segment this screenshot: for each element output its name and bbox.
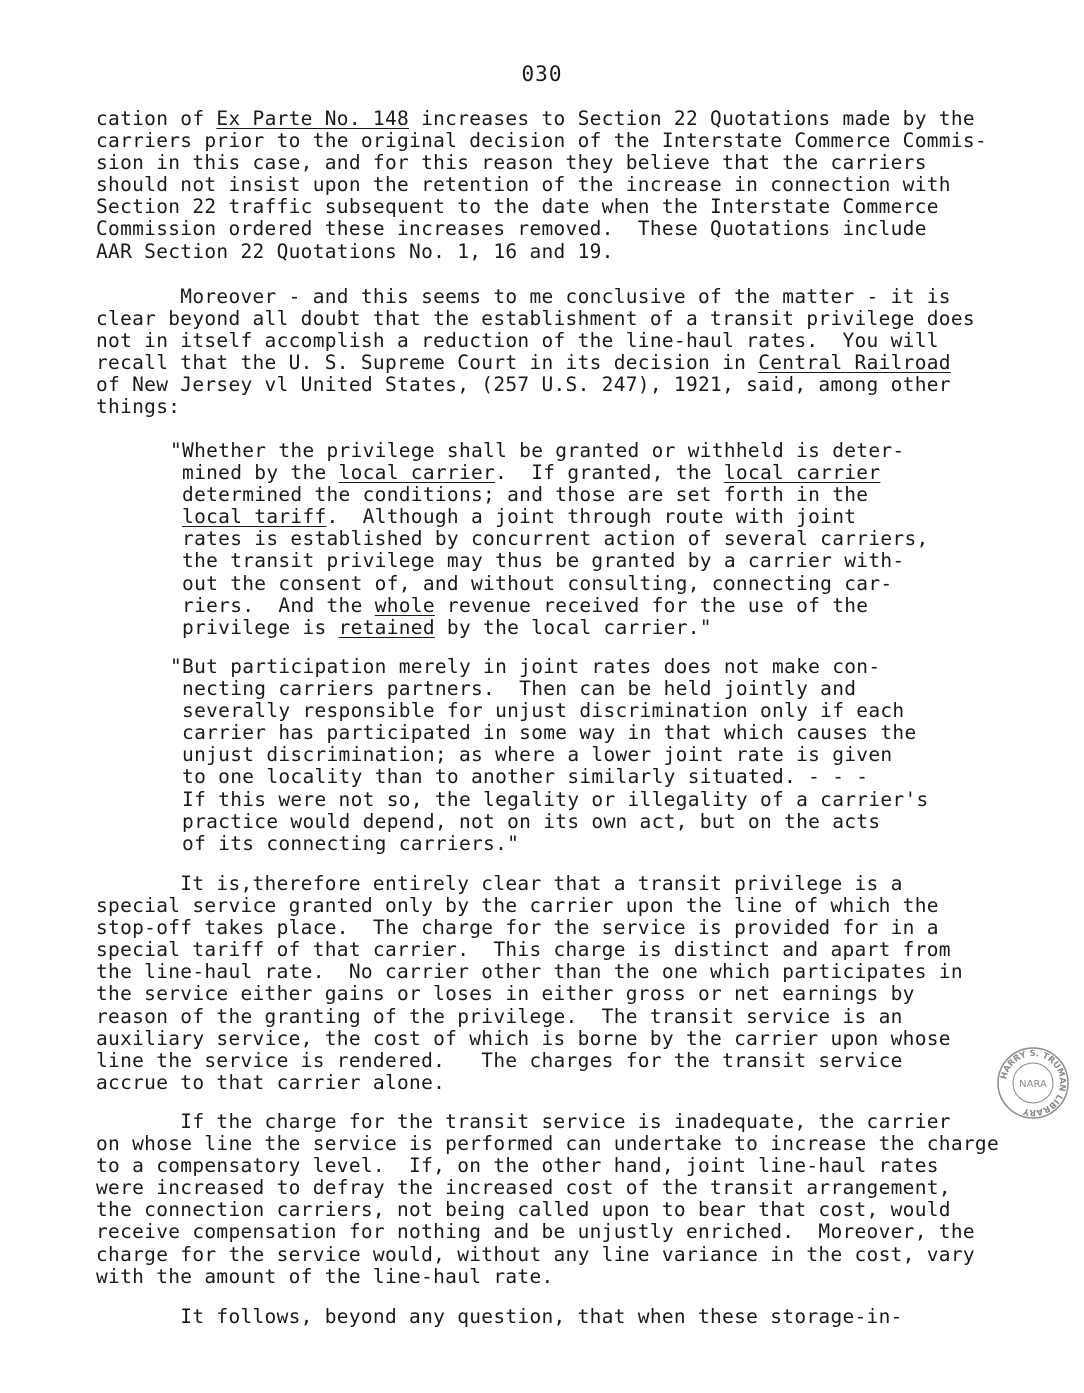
underlined-text: retained	[338, 615, 435, 639]
text-line	[170, 811, 929, 833]
text-line	[96, 983, 963, 1005]
text-segment: should not insist upon the retention of the increase in connection with	[96, 173, 951, 197]
text-line	[96, 1111, 999, 1133]
text-segment: . If granted, the	[495, 461, 724, 485]
text-line	[170, 744, 929, 766]
text-segment: charge for the service would, without any line variance in the cost, vary	[96, 1242, 975, 1266]
text-line	[170, 440, 929, 462]
text-segment: AAR Section 22 Quotations No. 1, 16 and 19.	[96, 239, 614, 263]
text-line	[96, 130, 987, 152]
text-line	[170, 656, 929, 678]
paragraph-it-follows	[96, 1306, 903, 1328]
text-segment: the transit privilege may thus be granted by a carrier with-	[170, 549, 905, 573]
text-segment: Section 22 traffic subsequent to the date when the Interstate Commerce	[96, 195, 939, 219]
text-segment: of New Jersey vl United States, (257 U.S. 247), 1921, said, among other	[96, 373, 951, 397]
text-segment: If the charge for the transit service is inadequate, the carrier	[96, 1110, 951, 1133]
text-segment: to one locality than to another similarly situated. - - -	[170, 765, 869, 789]
text-line	[96, 895, 963, 917]
text-segment: stop-off takes place. The charge for the service is provided for in a	[96, 916, 939, 940]
text-segment: not in itself accomplish a reduction of the line-haul rates. You will	[96, 329, 939, 353]
text-segment: receive compensation for nothing and be unjustly enriched. Moreover, the	[96, 1220, 975, 1244]
text-segment: of its connecting carriers."	[170, 831, 520, 855]
text-line	[96, 873, 963, 895]
text-segment	[170, 505, 182, 528]
text-line	[96, 196, 987, 218]
text-line	[96, 286, 975, 308]
text-segment: with the amount of the line-haul rate.	[96, 1264, 554, 1288]
text-segment: out the consent of, and without consulting, connecting car-	[170, 571, 893, 595]
text-segment: It is,therefore entirely clear that a transit privilege is a	[96, 872, 903, 895]
text-segment: special tariff of that carrier. This charge is distinct and apart from	[96, 938, 951, 962]
text-line	[96, 308, 975, 330]
text-line	[170, 617, 929, 639]
text-line	[96, 396, 975, 418]
paragraph-charge-inadequate	[96, 1111, 999, 1288]
text-segment: the service either gains or loses in either gross or net earnings by	[96, 982, 915, 1006]
text-segment: unjust discrimination; as where a lower joint rate is given	[170, 743, 893, 767]
text-segment: carriers prior to the original decision of the Interstate Commerce Commis-	[96, 129, 987, 153]
text-segment: cation of	[96, 107, 217, 130]
text-segment: auxiliary service, the cost of which is borne by the carrier upon whose	[96, 1026, 951, 1050]
text-line	[96, 152, 987, 174]
text-line	[96, 1028, 963, 1050]
text-line	[96, 917, 963, 939]
text-segment: Moreover - and this seems to me conclusive of the matter - it is	[96, 285, 951, 308]
text-line	[96, 1155, 999, 1177]
text-line	[170, 722, 929, 744]
text-line	[96, 1306, 903, 1328]
text-segment: "Whether the privilege shall be granted or withheld is deter-	[170, 439, 905, 462]
underlined-text: Central Railroad	[758, 351, 951, 375]
text-segment: carrier has participated in some way in that which causes the	[170, 721, 917, 745]
text-line	[170, 484, 929, 506]
stamp-ring-text: HARRY S. TRUMAN LIBRARY	[999, 1048, 1068, 1118]
text-segment: It follows, beyond any question, that when these storage-in-	[96, 1305, 903, 1328]
text-segment: the connection carriers, not being called upon to bear that cost, would	[96, 1198, 951, 1222]
archive-stamp-icon	[996, 1046, 1070, 1120]
underlined-text: local carrier	[723, 461, 881, 485]
underlined-text: local carrier	[338, 461, 496, 485]
text-segment: If this were not so, the legality or illegality of a carrier's	[170, 787, 929, 811]
paragraph-ex-parte	[96, 108, 987, 263]
text-line	[96, 1266, 999, 1288]
text-segment: severally responsible for unjust discrimination only if each	[170, 699, 905, 723]
text-line	[96, 1133, 999, 1155]
text-line	[170, 595, 929, 617]
text-segment: . Although a joint through route with joint	[326, 505, 857, 529]
text-segment: were increased to defray the increased cost of the transit arrangement,	[96, 1176, 951, 1200]
text-line	[170, 573, 929, 595]
text-line	[170, 833, 929, 855]
text-line	[170, 506, 929, 528]
text-segment: by the local carrier."	[434, 615, 712, 639]
text-line	[170, 700, 929, 722]
text-line	[170, 789, 929, 811]
text-segment: Commission ordered these increases removed. These Quotations include	[96, 217, 927, 241]
text-segment: things:	[96, 395, 181, 419]
text-segment: the line-haul rate. No carrier other than the one which participates in	[96, 960, 963, 984]
text-line	[96, 374, 975, 396]
text-segment: accrue to that carrier alone.	[96, 1070, 446, 1094]
text-segment: reason of the granting of the privilege. The transit service is an	[96, 1004, 903, 1028]
text-line	[170, 550, 929, 572]
text-segment: determined the conditions; and those are set forth in the	[170, 483, 869, 507]
text-line	[170, 766, 929, 788]
text-line	[96, 218, 987, 240]
text-line	[96, 1006, 963, 1028]
text-segment: sion in this case, and for this reason they believe that the carriers	[96, 151, 927, 175]
text-segment: increases to Section 22 Quotations made by the	[409, 107, 975, 130]
text-line	[170, 678, 929, 700]
text-line	[96, 1072, 963, 1094]
text-line	[96, 352, 975, 374]
text-segment: riers. And the	[170, 593, 375, 617]
text-line	[96, 1221, 999, 1243]
text-line	[96, 1199, 999, 1221]
text-line	[96, 1050, 963, 1072]
text-line	[170, 462, 929, 484]
page-number: 030	[521, 62, 563, 86]
stamp-center-text: NARA	[1019, 1079, 1047, 1090]
paragraph-transit-privilege	[96, 873, 963, 1094]
text-line	[170, 528, 929, 550]
text-line	[96, 1177, 999, 1199]
text-line	[96, 939, 963, 961]
text-line	[96, 1244, 999, 1266]
text-segment: revenue received for the use of the	[434, 593, 869, 617]
paragraph-moreover	[96, 286, 975, 419]
text-segment: special service granted only by the carrier upon the line of which the	[96, 894, 939, 918]
text-line	[96, 961, 963, 983]
text-line	[96, 330, 975, 352]
text-segment: recall that the U. S. Supreme Court in its decision in	[96, 351, 759, 375]
text-segment: line the service is rendered. The charges for the transit service	[96, 1048, 903, 1072]
text-segment: privilege is	[170, 615, 339, 639]
text-line	[96, 241, 987, 263]
text-line	[96, 174, 987, 196]
quote-participation	[170, 656, 929, 855]
text-segment: to a compensatory level. If, on the other hand, joint line-haul rates	[96, 1154, 939, 1178]
text-segment: on whose line the service is performed can undertake to increase the charge	[96, 1132, 999, 1156]
text-segment: rates is established by concurrent action of several carriers,	[170, 527, 929, 551]
underlined-text: local tariff	[182, 505, 327, 529]
text-line	[96, 108, 987, 130]
quote-local-carrier	[170, 440, 929, 639]
underlined-text: whole	[374, 593, 435, 617]
underlined-text: Ex Parte No. 148	[216, 107, 410, 130]
text-segment: "But participation merely in joint rates does not make con-	[170, 655, 881, 678]
text-segment: practice would depend, not on its own act, but on the acts	[170, 809, 881, 833]
text-segment: mined by the	[170, 461, 339, 485]
text-segment: necting carriers partners. Then can be held jointly and	[170, 677, 857, 701]
text-segment: clear beyond all doubt that the establishment of a transit privilege does	[96, 307, 975, 331]
